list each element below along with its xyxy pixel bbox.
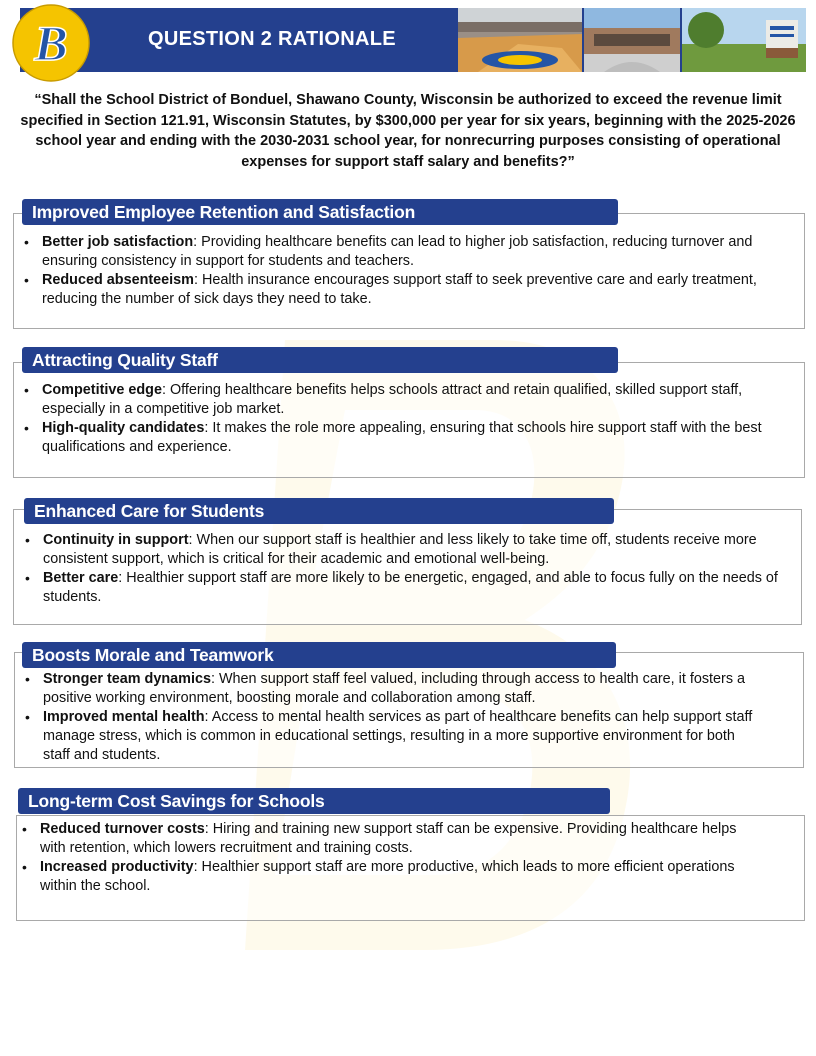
gym-photo bbox=[458, 8, 582, 72]
logo-letter: B bbox=[34, 15, 68, 71]
list-item: • Reduced absenteeism: Health insurance encourages support staff to seek preventive care and early treatment, reducing the number of sick days they need to take. bbox=[22, 271, 782, 309]
list-item: • Competitive edge: Offering healthcare benefits helps schools attract and retain qualified, skilled support staff, especially in a competitive job market. bbox=[22, 381, 784, 419]
page-title: QUESTION 2 RATIONALE bbox=[148, 28, 396, 50]
list-item: • Improved mental health: Access to mental health services as part of healthcare benefits can help support staff manage stress, which is common in educational settings, resulting in a more supportive environment for both staff and students. bbox=[23, 708, 758, 765]
section-heading-care: Enhanced Care for Students bbox=[24, 498, 614, 524]
section-heading-morale: Boosts Morale and Teamwork bbox=[22, 642, 616, 668]
section-list-care bbox=[23, 531, 795, 607]
list-item: • Better job satisfaction: Providing healthcare benefits can lead to higher job satisfaction, reducing turnover and ensuring consistency in support for students and teachers. bbox=[22, 233, 782, 271]
section-list-cost bbox=[20, 820, 740, 896]
section-heading-attracting: Attracting Quality Staff bbox=[22, 347, 618, 373]
list-item: • Increased productivity: Healthier support staff are more productive, which leads to more efficient operations within the school. bbox=[20, 858, 740, 896]
header-banner bbox=[20, 8, 806, 72]
ballot-question: “Shall the School District of Bonduel, Shawano County, Wisconsin be authorized to exceed the revenue limit specified in Section 121.91, Wisconsin Statutes, by $300,000 per year for six years, beginning with the 2025-2026 school year and ending with the 2030-2031 school year, for nonrecurring purposes consisting of operational expenses for support staff salary and benefits?” bbox=[20, 92, 796, 170]
section-heading-cost: Long-term Cost Savings for Schools bbox=[18, 788, 610, 814]
list-item: • High-quality candidates: It makes the role more appealing, ensuring that schools hire support staff with the best qualifications and experience. bbox=[22, 419, 784, 457]
list-item: • Continuity in support: When our support staff is healthier and less likely to take time off, students receive more consistent support, which is critical for their academic and emotional well-being. bbox=[23, 531, 795, 569]
school-building-photo bbox=[584, 8, 680, 72]
section-list-retention bbox=[22, 233, 782, 309]
school-logo bbox=[12, 4, 90, 82]
section-list-morale bbox=[23, 670, 758, 765]
list-item: • Better care: Healthier support staff are more likely to be energetic, engaged, and able to focus fully on the needs of students. bbox=[23, 569, 795, 607]
section-list-attracting bbox=[22, 381, 784, 457]
school-sign-photo bbox=[682, 8, 806, 72]
list-item: • Stronger team dynamics: When support staff feel valued, including through access to health care, it fosters a positive working environment, boosting morale and collaboration among staff. bbox=[23, 670, 758, 708]
section-heading-retention: Improved Employee Retention and Satisfaction bbox=[22, 199, 618, 225]
list-item: • Reduced turnover costs: Hiring and training new support staff can be expensive. Providing healthcare helps with retention, which lowers recruitment and training costs. bbox=[20, 820, 740, 858]
